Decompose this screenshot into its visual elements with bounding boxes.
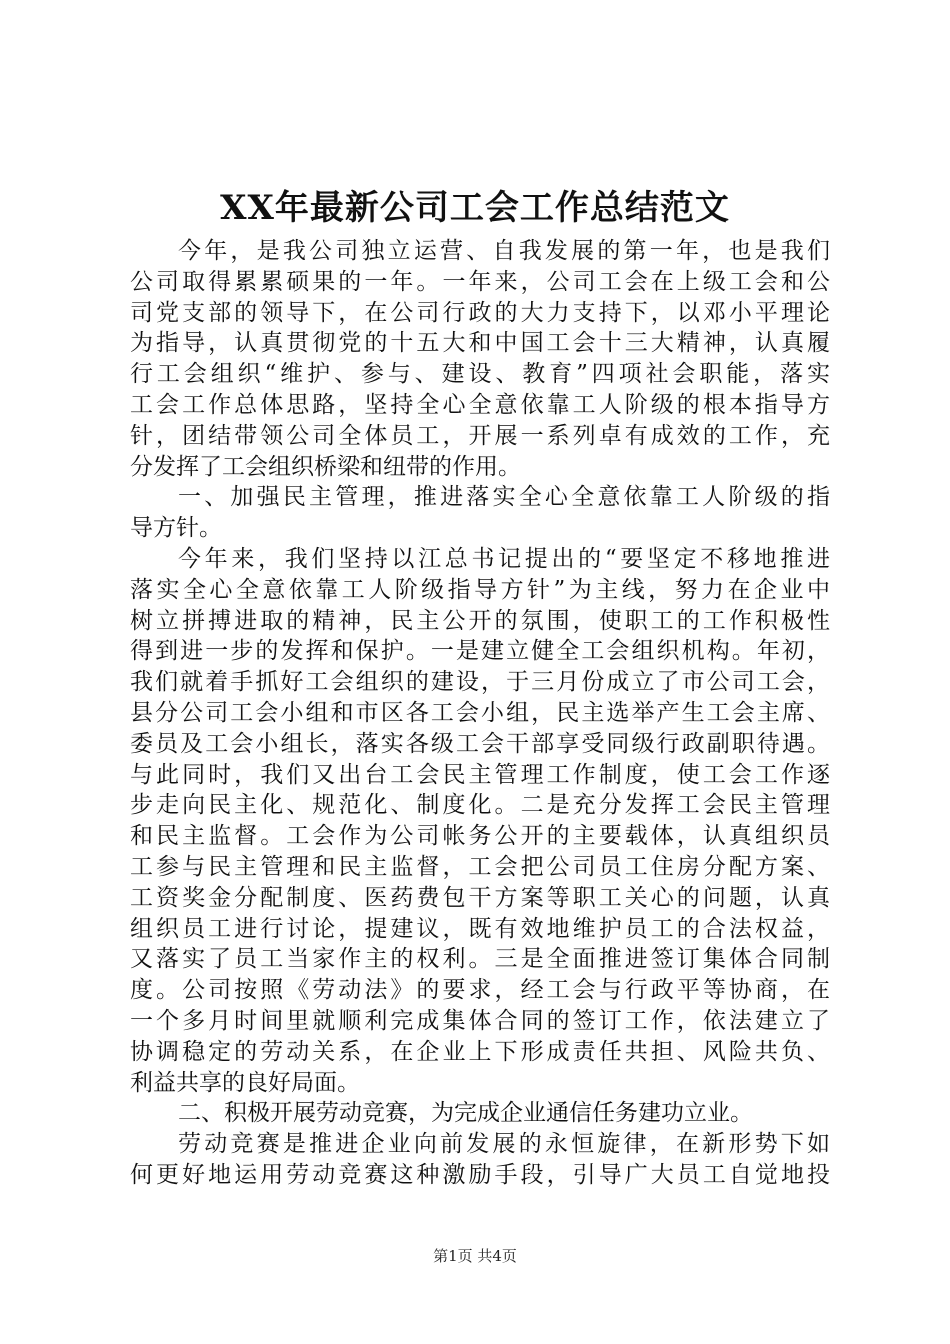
document-body <box>130 236 830 1191</box>
text-line: 利益共享的良好局面。 <box>130 1069 360 1096</box>
text-line: 何更好地运用劳动竞赛这种激励手段，引导广大员工自觉地投 <box>130 1161 830 1188</box>
text-line: 度。公司按照《劳动法》的要求，经工会与行政平等协商，在 <box>130 977 830 1004</box>
page-footer: 第1页 共4页 <box>433 1247 517 1265</box>
text-line: 与此同时，我们又出台工会民主管理工作制度，使工会工作逐 <box>130 761 830 788</box>
text-line: 委员及工会小组长，落实各级工会干部享受同级行政副职待遇。 <box>130 730 830 757</box>
text-line: 又落实了员工当家作主的权利。三是全面推进签订集体合同制 <box>130 946 830 973</box>
text-line: 今年来，我们坚持以江总书记提出的“要坚定不移地推进 <box>178 545 830 572</box>
text-line: 步走向民主化、规范化、制度化。二是充分发挥工会民主管理 <box>130 792 830 819</box>
text-line: 一个多月时间里就顺利完成集体合同的签订工作，依法建立了 <box>130 1007 830 1034</box>
text-line: 为指导，认真贯彻党的十五大和中国工会十三大精神，认真履 <box>130 330 830 357</box>
text-line: 工资奖金分配制度、医药费包干方案等职工关心的问题，认真 <box>130 884 830 911</box>
text-line: 我们就着手抓好工会组织的建设，于三月份成立了市公司工会， <box>130 669 830 696</box>
text-line: 司党支部的领导下，在公司行政的大力支持下，以邓小平理论 <box>130 299 830 326</box>
document-title: XX年最新公司工会工作总结范文 <box>220 188 730 228</box>
text-line: 分发挥了工会组织桥梁和纽带的作用。 <box>130 453 521 480</box>
text-line: 协调稳定的劳动关系，在企业上下形成责任共担、风险共负、 <box>130 1038 830 1065</box>
text-line: 工会工作总体思路，坚持全心全意依靠工人阶级的根本指导方 <box>130 391 830 418</box>
text-line: 劳动竞赛是推进企业向前发展的永恒旋律，在新形势下如 <box>178 1131 830 1158</box>
text-line: 落实全心全意依靠工人阶级指导方针”为主线，努力在企业中 <box>130 576 830 603</box>
text-line: 工参与民主管理和民主监督，工会把公司员工住房分配方案、 <box>130 853 830 880</box>
text-line: 组织员工进行讨论，提建议，既有效地维护员工的合法权益， <box>130 915 830 942</box>
text-line: 导方针。 <box>130 515 222 542</box>
text-line: 一、加强民主管理，推进落实全心全意依靠工人阶级的指 <box>178 484 830 511</box>
text-line: 县分公司工会小组和市区各工会小组，民主选举产生工会主席、 <box>130 699 830 726</box>
text-line: 今年，是我公司独立运营、自我发展的第一年，也是我们 <box>178 238 830 264</box>
text-line: 针，团结带领公司全体员工，开展一系列卓有成效的工作，充 <box>130 422 830 449</box>
text-line: 树立拼搏进取的精神，民主公开的氛围，使职工的工作积极性 <box>130 607 830 634</box>
text-line: 行工会组织“维护、参与、建设、教育”四项社会职能，落实 <box>130 361 830 388</box>
text-line: 公司取得累累硕果的一年。一年来，公司工会在上级工会和公 <box>130 268 830 295</box>
text-line: 得到进一步的发挥和保护。一是建立健全工会组织机构。年初， <box>130 638 830 665</box>
text-line: 二、积极开展劳动竞赛，为完成企业通信任务建功立业。 <box>178 1100 753 1127</box>
text-line: 和民主监督。工会作为公司帐务公开的主要载体，认真组织员 <box>130 823 830 850</box>
